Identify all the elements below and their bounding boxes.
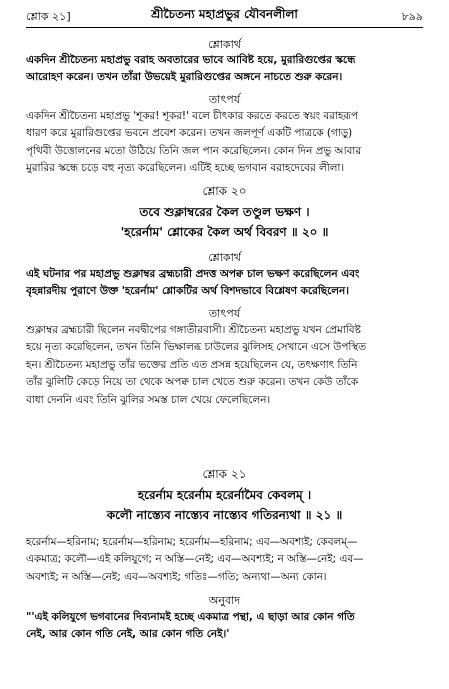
- text-line: এই ঘটনার পর মহাপ্রভু শুক্লাম্বর ব্রহ্মচারী প্রদত্ত অপক্ব চাল ভক্ষণ করেছিলেন এবং: [26, 268, 360, 280]
- paragraph-synonyms: [26, 534, 423, 586]
- text-line: নেই, আর কোন গতি নেই, আর কোন গতি নেই।': [26, 628, 230, 641]
- text-line: আরোহণ করেন। তখন তাঁরা উভয়েই মুরারিগুপ্তের অঙ্গনে নাচতে শুরু করেন।: [26, 71, 343, 84]
- text-line: একদিন শ্রীচৈতন্য মহাপ্রভু বরাহ অবতারের ভাবে আবিষ্ট হয়ে, মুরারিগুপ্তের স্কন্ধে: [26, 54, 356, 66]
- text-line: হয়ে নৃত্য করেছিলেন, তখন তিনি ভিক্ষালব্ধ চাউলের ঝুলিসহ সেখানে এসে উপস্থিত: [26, 341, 367, 354]
- text-line: "'এই কলিযুগে ভগবানের দিব্যনামই হচ্ছে একমাত্র পন্থা, এ ছাড়া আর কোন গতি: [26, 611, 355, 623]
- paragraph-translation-21: [26, 609, 423, 644]
- section-heading-purport: তাৎপর্য: [208, 93, 241, 106]
- text-line: হন। শ্রীচৈতন্য মহাপ্রভু তাঁর ভক্তের প্রতি এত প্রসন্ন হয়েছিলেন যে, তৎক্ষণাৎ তিনি: [26, 358, 358, 371]
- section-heading-translation: শ্লোকার্থ: [208, 251, 241, 264]
- verse-20-text: [0, 202, 449, 242]
- section-heading-purport: তাৎপর্য: [208, 307, 241, 320]
- section-heading-anubad: অনুবাদ: [208, 594, 241, 607]
- paragraph-translation-19: [26, 52, 423, 87]
- verse-line: তবে শুক্লাম্বরের কৈল তণ্ডুল ভক্ষণ ।: [139, 205, 310, 219]
- paragraph-purport-20: [26, 322, 423, 409]
- text-line: একমাত্র; কলৌ—এই কলিযুগে; ন অস্তি—নেই; এব—অবশ্যই; ন অস্তি—নেই; এব—: [26, 553, 364, 566]
- verse-20-heading: শ্লোক ২০: [202, 184, 247, 198]
- section-heading-translation: শ্লোকার্থ: [208, 38, 241, 51]
- verse-21-heading: শ্লোক ২১: [202, 467, 247, 481]
- page-header: [26, 6, 423, 26]
- text-line: হরের্নাম—হরিনাম; হরের্নাম—হরিনাম; হরের্নাম—হরিনাম; এব—অবশ্যই; কেবলম্—: [26, 536, 358, 548]
- header-title: শ্রীচৈতন্য মহাপ্রভুর যৌবনলীলা: [151, 7, 298, 21]
- text-line: একদিন শ্রীচৈতন্য মহাপ্রভু 'শূকর! শূকর!' বলে চীৎকার করতে করতে স্বয়ং বরাহরূপ: [26, 110, 358, 122]
- text-line: ধারণ করে মুরারিগুপ্তের ভবনে প্রবেশ করেন। তখন জলপূর্ণ একটি পাত্রকে (গাড়ু): [26, 127, 353, 140]
- text-line: মুরারির স্কন্ধে চড়ে বহু নৃত্য করেছিলেন। এটিই হচ্ছে ভগবান বরাহদেবের লীলা।: [26, 162, 345, 175]
- header-verse-ref: শ্লোক ২১]: [26, 10, 71, 23]
- text-line: বাধা দেননি এবং তিনি ঝুলির সমস্ত চাল খেয়ে ফেলেছিলেন।: [26, 393, 271, 406]
- verse-line: 'হরের্নাম' শ্লোকের কৈল অর্থ বিবরণ ॥ ২০ ॥: [120, 225, 329, 239]
- header-page-number: ৮৯৯: [401, 10, 423, 23]
- paragraph-translation-20: [26, 266, 423, 301]
- header-divider: [26, 27, 423, 28]
- verse-line: হরের্নাম হরের্নাম হরের্নামৈব কেবলম্ ।: [137, 488, 312, 502]
- text-line: শুক্লাম্বর ব্রহ্মচারী ছিলেন নবদ্বীপের গঙ্গাতীরবাসী। শ্রীচৈতন্য মহাপ্রভু যখন প্রেমাবিষ্ট: [26, 324, 361, 336]
- text-line: তাঁর ঝুলিটি কেড়ে নিয়ে তা থেকে অপক্ব চাল খেতে শুরু করেন। তখন কেউ তাঁকে: [26, 376, 358, 389]
- text-line: অবশ্যই; ন অস্তি—নেই; এব—অবশ্যই; গতিঃ—গতি; অন্যথা—অন্য কোন।: [26, 570, 327, 583]
- verse-line: কলৌ নাস্ত্যেব নাস্ত্যেব নাস্ত্যেব গতিরন্যথা ॥ ২১ ॥: [106, 508, 343, 522]
- text-line: পৃথিবী উত্তোলনের মতো উঠিয়ে তিনি জল পান করেছিলেন। কোন দিন প্রভু আবার: [26, 144, 362, 157]
- verse-21-text: [0, 485, 449, 525]
- paragraph-purport-19: [26, 108, 423, 178]
- text-line: বৃহন্নারদীয় পুরাণে উক্ত 'হরের্নাম' শ্লোকটির অর্থ বিশদভাবে বিশ্লেষণ করেছিলেন।: [26, 285, 349, 298]
